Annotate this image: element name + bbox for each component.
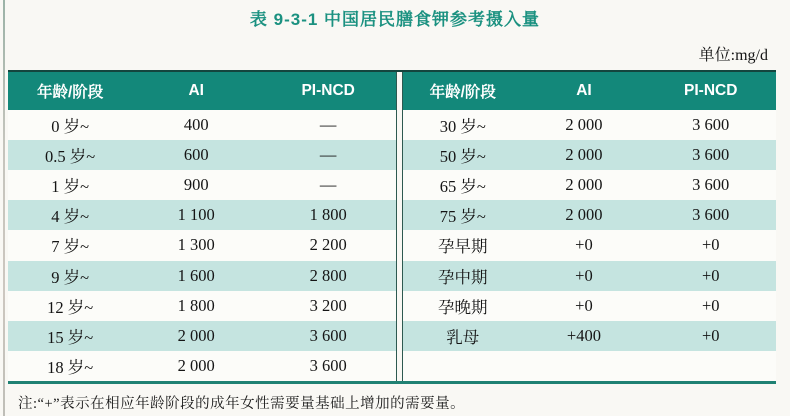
table-cell: +0: [575, 265, 593, 285]
table-row: [8, 351, 396, 381]
header-cell-pincd: PI-NCD: [684, 82, 738, 99]
table-cell: 50 岁~: [439, 147, 486, 167]
table-row: [403, 230, 776, 260]
table-cell: 2 000: [565, 145, 603, 165]
table-row: [8, 200, 396, 230]
table-cell: 2 000: [565, 175, 603, 195]
header-cell-pincd: PI-NCD: [301, 82, 355, 99]
table-header-right: [403, 72, 776, 110]
header-cell-ai: AI: [576, 82, 592, 99]
table-center-divider: [396, 72, 403, 381]
table-row: [8, 140, 396, 170]
table-cell: 3 600: [309, 355, 347, 375]
table-row: [8, 230, 396, 260]
table-cell: —: [319, 175, 337, 195]
table-cell: 1 岁~: [51, 177, 89, 197]
table-cell: 600: [183, 145, 209, 165]
table-body-right: [403, 110, 776, 381]
table-cell: +400: [566, 325, 601, 345]
table-cell: 18 岁~: [47, 357, 94, 377]
table-cell: +0: [701, 325, 720, 345]
table-cell: 1 800: [177, 295, 215, 315]
potassium-intake-table: [8, 70, 776, 384]
table-cell: +0: [575, 235, 593, 255]
table-cell: 12 岁~: [47, 297, 94, 317]
table-row: [8, 261, 396, 291]
table-cell: 9 岁~: [51, 267, 89, 287]
table-cell: 75 岁~: [439, 207, 486, 227]
table-row: [8, 291, 396, 321]
table-cell: 400: [183, 115, 209, 135]
table-row: [8, 321, 396, 351]
table-row: [403, 351, 776, 381]
table-row: [403, 291, 776, 321]
table-cell: 3 600: [692, 145, 730, 165]
table-cell: 2 200: [309, 235, 347, 255]
table-cell: 1 100: [177, 205, 215, 225]
table-cell: 65 岁~: [439, 177, 486, 197]
header-cell-age: 年龄/阶段: [36, 84, 104, 101]
table-cell: +0: [701, 265, 720, 285]
table-cell: 0 岁~: [51, 117, 89, 137]
table-cell: 3 600: [692, 205, 730, 225]
table-row: [403, 321, 776, 351]
table-cell: 15 岁~: [47, 327, 94, 347]
table-cell: 3 200: [309, 295, 347, 315]
table-cell: +0: [701, 235, 720, 255]
table-cell: 2 800: [309, 265, 347, 285]
unit-label: 单位:mg/d: [698, 47, 768, 64]
table-row: [403, 170, 776, 200]
page-title: 表 9-3-1 中国居民膳食钾参考摄入量: [249, 10, 541, 29]
table-row: [8, 170, 396, 200]
table-cell: 1 300: [177, 235, 215, 255]
table-header-left: [8, 72, 396, 110]
table-cell: 0.5 岁~: [45, 147, 96, 167]
page-edge-artifact: [3, 0, 5, 416]
table-cell: 900: [183, 175, 209, 195]
table-cell: 3 600: [692, 175, 730, 195]
table-cell: 30 岁~: [439, 117, 486, 137]
table-cell: 2 000: [565, 115, 603, 135]
table-cell: 孕早期: [438, 237, 488, 257]
table-cell: 3 600: [692, 115, 730, 135]
table-half-right: [403, 72, 776, 381]
table-cell: 1 600: [177, 265, 215, 285]
table-cell: +0: [575, 295, 593, 315]
table-row: [403, 140, 776, 170]
table-cell: —: [319, 115, 337, 135]
table-cell: 1 800: [309, 205, 347, 225]
table-cell: 7 岁~: [51, 237, 89, 257]
footnote: 注:“+”表示在相应年龄阶段的成年女性需要量基础上增加的需要量。: [18, 396, 466, 412]
table-cell: 3 600: [309, 325, 347, 345]
table-cell: 孕晚期: [438, 297, 488, 317]
table-body-left: [8, 110, 396, 381]
table-cell: +0: [701, 295, 720, 315]
table-cell: 孕中期: [438, 267, 488, 287]
table-row: [403, 110, 776, 140]
table-cell: 4 岁~: [51, 207, 89, 227]
table-half-left: [8, 72, 396, 381]
table-cell: 2 000: [177, 325, 215, 345]
header-cell-ai: AI: [188, 82, 204, 99]
header-cell-age: 年龄/阶段: [429, 84, 496, 101]
table-row: [8, 110, 396, 140]
table-cell: 2 000: [177, 355, 215, 375]
table-row: [403, 200, 776, 230]
table-cell: —: [319, 145, 337, 165]
table-cell: 2 000: [565, 205, 603, 225]
table-cell: 乳母: [446, 327, 480, 347]
table-row: [403, 261, 776, 291]
